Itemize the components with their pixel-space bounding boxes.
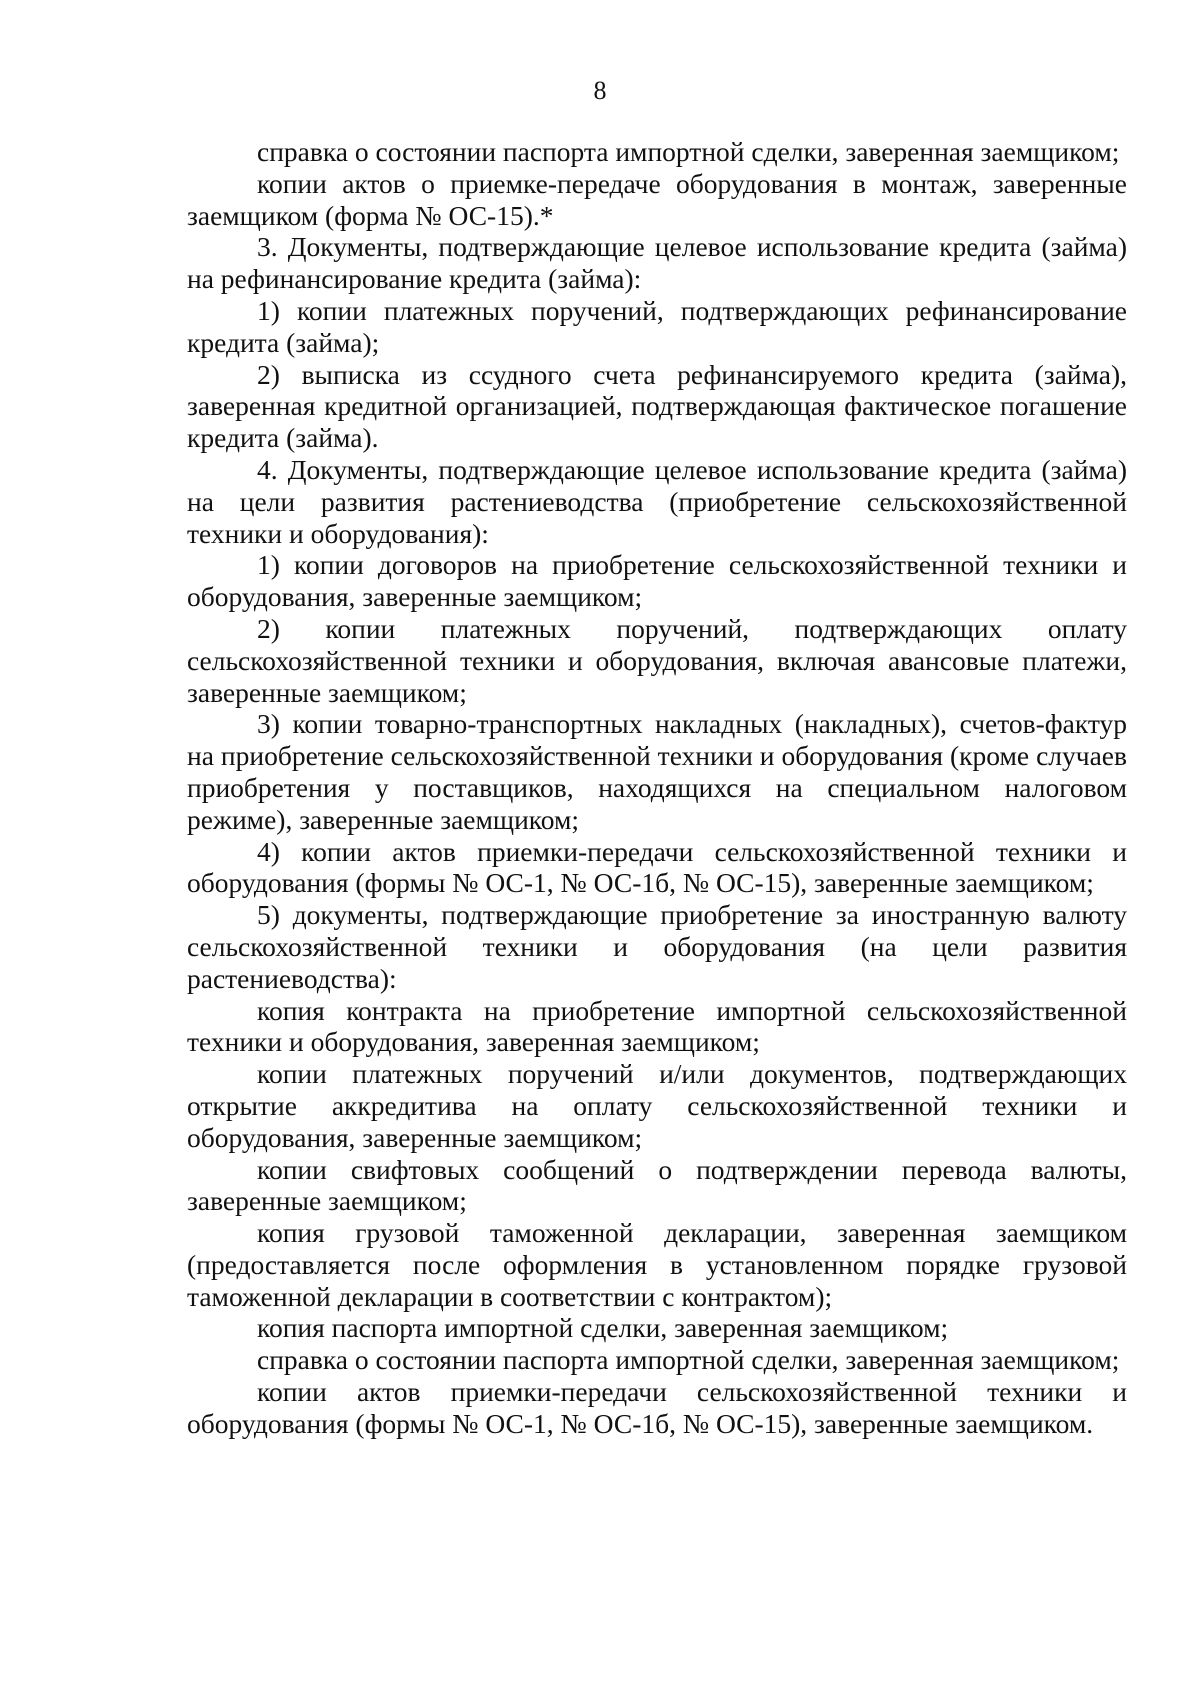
section-4-item-1: 1) копии договоров на приобретение сельскохозяйственной техники и оборудования, заверенные заемщиком; [187,549,1127,613]
section-4-item-5: 5) документы, подтверждающие приобретение за иностранную валюту сельскохозяйственной техники и оборудования (на цели развития растениеводства): [187,899,1127,994]
section-3-item-2: 2) выписка из ссудного счета рефинансируемого кредита (займа), заверенная кредитной организацией, подтверждающая фактическое погашение кредита (займа). [187,358,1127,454]
section-3-item-1: 1) копии платежных поручений, подтверждающих рефинансирование кредита (займа); [187,294,1127,358]
paragraph-acceptance-acts-final: копии актов приемки-передачи сельскохозяйственной техники и оборудования (формы № ОС-1, № ОС-1б, № ОС-15), заверенные заемщиком. [187,1376,1127,1439]
paragraph-customs-declaration: копия грузовой таможенной декларации, заверенная заемщиком (предоставляется после оформления в установленном порядке грузовой таможенной декларации в соответствии с контрактом); [187,1217,1127,1312]
paragraph-swift-messages: копии свифтовых сообщений о подтверждении перевода валюты, заверенные заемщиком; [187,1153,1127,1217]
section-4-item-3: 3) копии товарно-транспортных накладных (накладных), счетов-фактур на приобретение сельскохозяйственной техники и оборудования (кроме случаев приобретения у поставщиков, находящихся на специальном налоговом режиме), заверенные заемщиком; [187,708,1127,835]
document-body [187,136,1127,1440]
paragraph-payment-orders-letter-of-credit: копии платежных поручений и/или документов, подтверждающих открытие аккредитива на оплату сельскохозяйственной техники и оборудования, заверенные заемщиком; [187,1058,1127,1153]
section-4-heading: 4. Документы, подтверждающие целевое использование кредита (займа) на цели развития растениеводства (приобретение сельскохозяйственной техники и оборудования): [187,453,1127,549]
section-4-item-4: 4) копии актов приемки-передачи сельскохозяйственной техники и оборудования (формы № ОС-1, № ОС-1б, № ОС-15), заверенные заемщиком; [187,835,1127,899]
section-4-item-2: 2) копии платежных поручений, подтверждающих оплату сельскохозяйственной техники и оборудования, включая авансовые платежи, заверенные заемщиком; [187,612,1127,708]
paragraph-import-contract: копия контракта на приобретение импортной сельскохозяйственной техники и оборудования, заверенная заемщиком; [187,994,1127,1058]
paragraph-equipment-acts-os15: копии актов о приемке-передаче оборудования в монтаж, заверенные заемщиком (форма № ОС-15).* [187,167,1127,231]
paragraph-import-passport-certificate-2: справка о состоянии паспорта импортной сделки, заверенная заемщиком; [257,1344,1120,1376]
page-number: 8 [593,76,607,105]
section-3-heading: 3. Документы, подтверждающие целевое использование кредита (займа) на рефинансирование кредита (займа): [187,231,1127,295]
paragraph-import-passport-copy: копия паспорта импортной сделки, заверенная заемщиком; [257,1312,949,1344]
paragraph-import-passport-certificate: справка о состоянии паспорта импортной сделки, заверенная заемщиком; [257,136,1120,167]
